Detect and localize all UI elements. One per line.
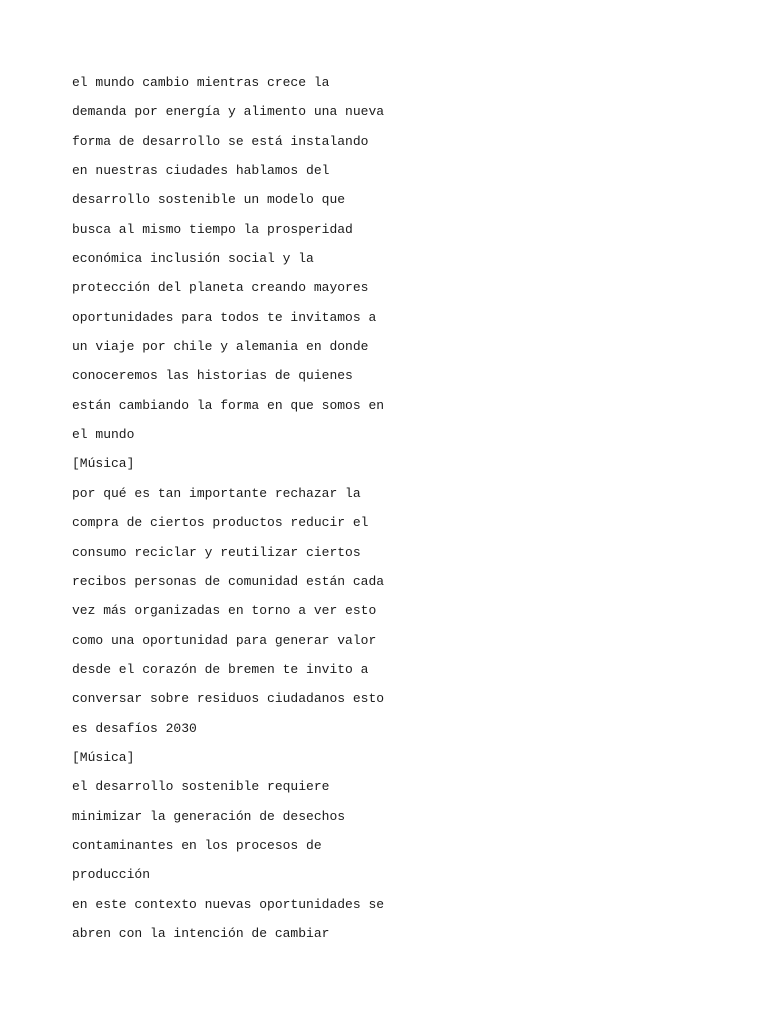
- transcript-line: forma de desarrollo se está instalando: [72, 133, 369, 149]
- transcript-line: en nuestras ciudades hablamos del: [72, 163, 330, 179]
- transcript-page: [72, 68, 712, 948]
- transcript-line: conoceremos las historias de quienes: [72, 368, 353, 384]
- music-cue: [Música]: [72, 749, 135, 765]
- transcript-line: vez más organizadas en torno a ver esto: [72, 603, 377, 619]
- music-cue: [Música]: [72, 456, 135, 472]
- transcript-line: producción: [72, 867, 151, 883]
- transcript-line: desarrollo sostenible un modelo que: [72, 192, 346, 208]
- transcript-line: recibos personas de comunidad están cada: [72, 573, 385, 589]
- transcript-line: compra de ciertos productos reducir el: [72, 515, 369, 531]
- transcript-line: abren con la intención de cambiar: [72, 925, 330, 941]
- transcript-line: un viaje por chile y alemania en donde: [72, 339, 369, 355]
- transcript-line: están cambiando la forma en que somos en: [72, 397, 385, 413]
- transcript-line: protección del planeta creando mayores: [72, 280, 369, 296]
- transcript-line: el desarrollo sostenible requiere: [72, 779, 330, 795]
- transcript-line: conversar sobre residuos ciudadanos esto: [72, 691, 385, 707]
- transcript-line: demanda por energía y alimento una nueva: [72, 104, 385, 120]
- transcript-line: el mundo cambio mientras crece la: [72, 75, 330, 90]
- transcript-line: es desafíos 2030: [72, 720, 197, 736]
- transcript-line: oportunidades para todos te invitamos a: [72, 309, 377, 325]
- transcript-line: económica inclusión social y la: [72, 251, 314, 267]
- transcript-line: por qué es tan importante rechazar la: [72, 485, 361, 501]
- transcript-line: el mundo: [72, 427, 135, 443]
- transcript-line: como una oportunidad para generar valor: [72, 632, 377, 648]
- transcript-line: minimizar la generación de desechos: [72, 808, 346, 824]
- transcript-line: en este contexto nuevas oportunidades se: [72, 896, 385, 912]
- transcript-line: desde el corazón de bremen te invito a: [72, 661, 369, 677]
- transcript-line: busca al mismo tiempo la prosperidad: [72, 221, 353, 237]
- transcript-line: consumo reciclar y reutilizar ciertos: [72, 544, 361, 560]
- transcript-line: contaminantes en los procesos de: [72, 837, 322, 853]
